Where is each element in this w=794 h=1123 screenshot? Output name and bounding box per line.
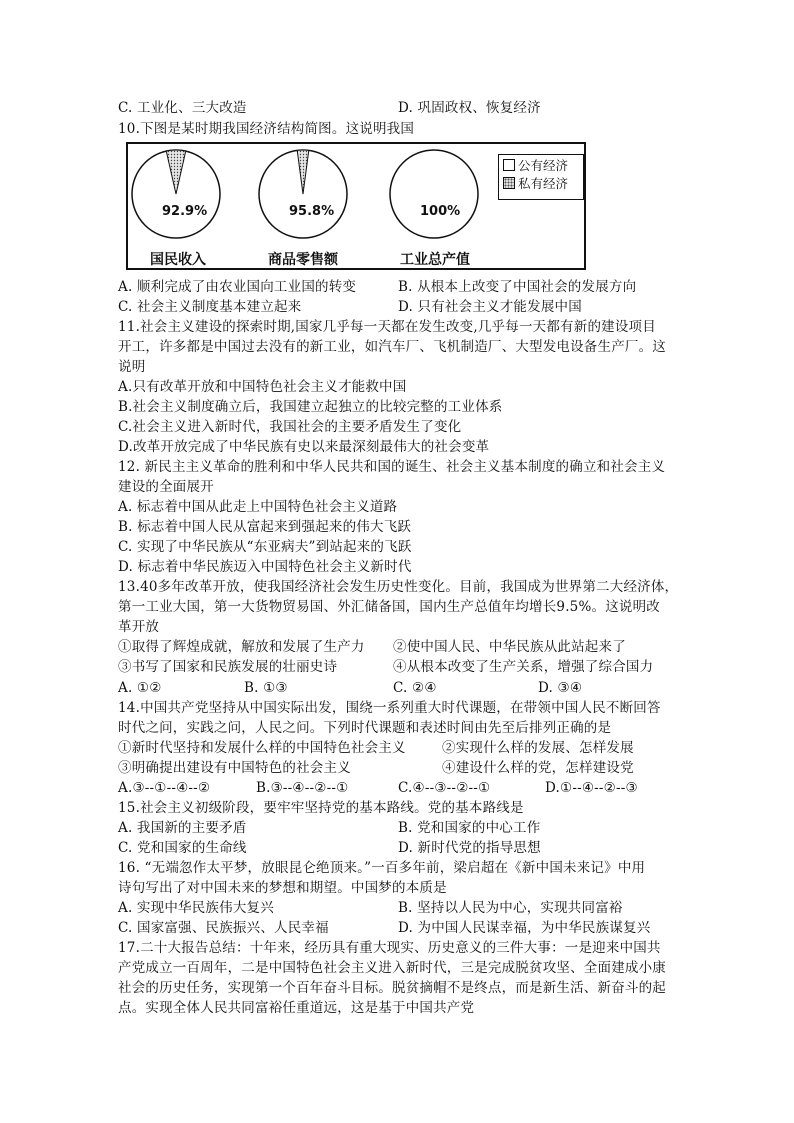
q13-statement-1: ①取得了辉煌成就，解放和发展了生产力 xyxy=(118,639,365,655)
q10-option-b: B. 从根本上改变了中国社会的发展方向 xyxy=(398,279,637,295)
q10-option-a: A. 顺利完成了由农业国向工业国的转变 xyxy=(118,279,357,295)
q11-option-a: A.只有改革开放和中国特色社会主义才能救中国 xyxy=(118,379,407,395)
q11-option-c: C.社会主义进入新时代，我国社会的主要矛盾发生了变化 xyxy=(118,419,462,435)
pie-2-value: 95.8% xyxy=(289,204,335,219)
q15-stem: 15.社会主义初级阶段，要牢牢坚持党的基本路线。党的基本路线是 xyxy=(118,800,524,816)
q13-stem-3: 革开放 xyxy=(118,619,160,635)
q12-option-d: D. 标志着中华民族迈入中国特色社会主义新时代 xyxy=(118,559,412,575)
public-swatch-icon xyxy=(503,159,515,171)
q13-statement-3: ③书写了国家和民族发展的壮丽史诗 xyxy=(118,659,338,675)
pie-3-label: 工业总产值 xyxy=(400,252,470,268)
pie-3-public-slice xyxy=(390,150,478,238)
q16-stem-1: 16. “无端忽作太平梦，放眼昆仑绝顶来。”一百多年前，梁启超在《新中国未来记》中用 xyxy=(118,860,646,876)
q16-stem-2: 诗句写出了对中国未来的梦想和期望。中国梦的本质是 xyxy=(118,880,447,896)
q14-stem-2: 时代之问，实践之问，人民之问。下列时代课题和表述时间由先至后排列正确的是 xyxy=(118,720,612,736)
q13-stem-2: 第一工业大国，第一大货物贸易国、外汇储备国，国内生产总值年均增长9.5%。这说明改 xyxy=(118,599,660,615)
q9-option-d: D. 巩固政权、恢复经济 xyxy=(398,100,541,116)
q14-option-c: C.④--③--②--① xyxy=(398,780,491,796)
q11-option-b: B.社会主义制度确立后，我国建立起独立的比较完整的工业体系 xyxy=(118,399,503,415)
q17-line-4: 点。实现全体人民共同富裕任重道远，这是基于中国共产党 xyxy=(118,1000,475,1016)
legend-private-label: 私有经济 xyxy=(518,176,569,191)
q14-option-b: B.③--④--②--① xyxy=(256,780,349,796)
q15-option-c: C. 党和国家的生命线 xyxy=(118,840,247,856)
q14-stem-1: 14.中国共产党坚持从中国实际出发，围绕一系列重大时代课题，在带领中国人民不断回答 xyxy=(118,700,661,716)
legend-item-private xyxy=(503,175,583,193)
q17-line-1: 17.二十大报告总结：十年来，经历具有重大现实、历史意义的三件大事：一是迎来中国共 xyxy=(118,940,661,956)
q13-option-a: A. ①② xyxy=(118,680,162,696)
q11-stem-2: 开工，许多都是中国过去没有的新工业，如汽车厂、飞机制造厂、大型发电设备生产厂。这 xyxy=(118,339,666,355)
q17-line-3: 社会的历史任务，实现第一个百年奋斗目标。脱贫摘帽不是终点，而是新生活、新奋斗的起 xyxy=(118,980,666,996)
q13-statement-4: ④从根本改变了生产关系，增强了综合国力 xyxy=(393,659,654,675)
q16-option-b: B. 坚持以人民为中心，实现共同富裕 xyxy=(398,900,623,916)
q13-option-b: B. ①③ xyxy=(244,680,288,696)
q11-option-d: D.改革开放完成了中华民族有史以来最深刻最伟大的社会变革 xyxy=(118,439,490,455)
q14-option-d: D.①--④--②--③ xyxy=(545,780,638,796)
q11-stem-3: 说明 xyxy=(118,359,146,375)
q17-line-2: 产党成立一百周年，二是中国特色社会主义进入新时代，三是完成脱贫攻坚、全面建成小康 xyxy=(118,960,666,976)
private-swatch-icon xyxy=(503,177,515,189)
q16-option-d: D. 为中国人民谋幸福，为中华民族谋复兴 xyxy=(398,920,651,936)
q15-option-d: D. 新时代党的指导思想 xyxy=(398,840,541,856)
q10-stem: 10.下图是某时期我国经济结构简图。这说明我国 xyxy=(118,121,415,137)
q14-option-a: A.③--①--④--② xyxy=(118,780,211,796)
pie-1-value: 92.9% xyxy=(162,204,208,219)
q11-stem-1: 11.社会主义建设的探索时期,国家几乎每一天都在发生改变,几乎每一天都有新的建设项目 xyxy=(118,319,656,335)
q13-stem-1: 13.40多年改革开放，使我国经济社会发生历史性变化。目前，我国成为世界第二大经济体， xyxy=(118,579,679,595)
q13-statement-2: ②使中国人民、中华民族从此站起来了 xyxy=(393,639,626,655)
pie-1-label: 国民收入 xyxy=(150,252,206,268)
q12-option-a: A. 标志着中国从此走上中国特色社会主义道路 xyxy=(118,499,398,515)
q14-statement-2: ②实现什么样的发展、怎样发展 xyxy=(442,740,634,756)
q13-option-c: C. ②④ xyxy=(393,680,437,696)
q16-option-a: A. 实现中华民族伟大复兴 xyxy=(118,900,274,916)
q12-stem-1: 12. 新民主主义革命的胜利和中华人民共和国的诞生、社会主义基本制度的确立和社会主义 xyxy=(118,459,666,475)
legend-public-label: 公有经济 xyxy=(518,158,569,173)
q12-option-c: C. 实现了中华民族从“东亚病夫”到站起来的飞跃 xyxy=(118,539,412,555)
q9-option-c: C. 工业化、三大改造 xyxy=(118,100,247,116)
q15-option-b: B. 党和国家的中心工作 xyxy=(398,820,541,836)
pie-3-value: 100% xyxy=(420,204,461,219)
chart-legend xyxy=(498,154,584,200)
q14-statement-3: ③明确提出建设有中国特色的社会主义 xyxy=(118,760,351,776)
q16-option-c: C. 国家富强、民族振兴、人民幸福 xyxy=(118,920,329,936)
q14-statement-4: ④建设什么样的党，怎样建设党 xyxy=(442,760,634,776)
economy-structure-figure xyxy=(126,142,586,270)
pie-2-label: 商品零售额 xyxy=(268,252,338,268)
q12-option-b: B. 标志着中国人民从富起来到强起来的伟大飞跃 xyxy=(118,519,412,535)
q12-stem-2: 建设的全面展开 xyxy=(118,479,214,495)
q10-option-c: C. 社会主义制度基本建立起来 xyxy=(118,299,302,315)
legend-item-public xyxy=(503,157,583,175)
q14-statement-1: ①新时代坚持和发展什么样的中国特色社会主义 xyxy=(118,740,406,756)
q10-option-d: D. 只有社会主义才能发展中国 xyxy=(398,299,582,315)
q15-option-a: A. 我国新的主要矛盾 xyxy=(118,820,247,836)
q13-option-d: D. ③④ xyxy=(538,680,583,696)
